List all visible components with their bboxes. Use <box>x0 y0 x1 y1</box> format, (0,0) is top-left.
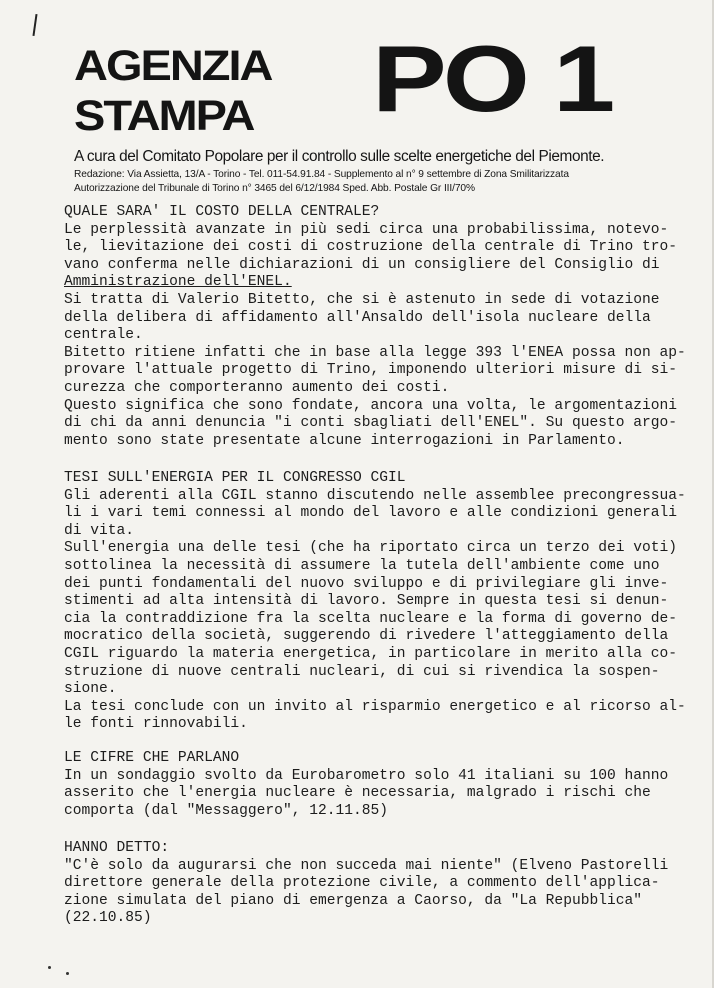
masthead-subtitle: A cura del Comitato Popolare per il controllo sulle scelte energetiche del Piemonte. <box>74 148 605 165</box>
article-line: CGIL riguardo la materia energetica, in particolare in merito alla co- <box>64 645 678 662</box>
article-line: di vita. <box>64 522 135 539</box>
article-line: mento sono state presentate alcune interrogazioni in Parlamento. <box>64 432 625 449</box>
article-quotes <box>64 840 700 928</box>
article-line: struzione di nuove centrali nucleari, di cui si rivendica la sospen- <box>64 663 660 680</box>
masthead-authorization: Autorizzazione del Tribunale di Torino n° 3465 del 6/12/1984 Sped. Abb. Postale Gr III/70% <box>74 183 475 194</box>
article-heading: QUALE SARA' IL COSTO DELLA CENTRALE? <box>64 204 380 220</box>
article-line: In un sondaggio svolto da Eurobarometro solo 41 italiani su 100 hanno <box>64 767 669 784</box>
article-heading: TESI SULL'ENERGIA PER IL CONGRESSO CGIL <box>64 470 406 486</box>
article-figures <box>64 750 700 820</box>
article-line: asserito che l'energia nucleare è necessaria, malgrado i rischi che <box>64 785 651 802</box>
article-line: stimenti ad alta intensità di lavoro. Sempre in questa tesi si denun- <box>64 593 669 610</box>
article-line: li i vari temi connessi al mondo del lavoro e alle condizioni generali <box>64 505 678 522</box>
masthead-agenzia: AGENZIA <box>74 41 272 89</box>
article-line: sione. <box>64 681 117 698</box>
corner-mark <box>32 14 37 36</box>
article-line: vano conferma nelle dichiarazioni di un consigliere del Consiglio di <box>64 256 660 273</box>
article-line: curezza che comporteranno aumento dei costi. <box>64 379 450 396</box>
article-line: di chi da anni denuncia "i conti sbagliati dell'ENEL". Su questo argo- <box>64 415 678 432</box>
ink-speck <box>48 966 51 969</box>
article-line: (22.10.85) <box>64 910 152 927</box>
article-line: della delibera di affidamento all'Ansaldo dell'isola nucleare della <box>64 309 651 326</box>
article-line: le, lievitazione dei costi di costruzione della centrale di Trino tro- <box>64 239 678 256</box>
article-cgil <box>64 470 700 734</box>
article-line: centrale. <box>64 327 143 344</box>
masthead-editorial: Redazione: Via Assietta, 13/A - Torino - Tel. 011-54.91.84 - Supplemento al n° 9 settembre di Zona Smilitarizzata <box>74 169 569 180</box>
article-line: Questo significa che sono fondate, ancora una volta, le argomentazioni <box>64 397 678 414</box>
article-line: "C'è solo da augurarsi che non succeda mai niente" (Elveno Pastorelli <box>64 857 669 874</box>
article-line: provare l'attuale progetto di Trino, imponendo ulteriori misure di si- <box>64 362 678 379</box>
masthead-po1: PO 1 <box>372 26 612 132</box>
article-line: La tesi conclude con un invito al risparmio energetico e al ricorso al- <box>64 698 686 715</box>
article-line: mocratico della società, suggerendo di rivedere l'atteggiamento della <box>64 628 669 645</box>
article-line: Sull'energia una delle tesi (che ha riportato circa un terzo dei voti) <box>64 540 678 557</box>
article-line: direttore generale della protezione civile, a commento dell'applica- <box>64 875 660 892</box>
article-line: zione simulata del piano di emergenza a Caorso, da "La Repubblica" <box>64 892 643 909</box>
article-line: comporta (dal "Messaggero", 12.11.85) <box>64 802 389 819</box>
article-line: Gli aderenti alla CGIL stanno discutendo nelle assemblee precongressua- <box>64 487 686 504</box>
article-line: cia la contraddizione fra la scelta nucleare e la forma di governo de- <box>64 610 678 627</box>
article-cost <box>64 204 700 450</box>
article-line: dei punti fondamentali del nuovo sviluppo e di privilegiare gli inve- <box>64 575 669 592</box>
article-line: sottolinea la necessità di assumere la tutela dell'ambiente come uno <box>64 557 660 574</box>
article-heading: LE CIFRE CHE PARLANO <box>64 750 240 766</box>
article-line: le fonti rinnovabili. <box>64 716 248 733</box>
masthead-stampa: STAMPA <box>74 91 254 139</box>
article-line: Si tratta di Valerio Bitetto, che si è astenuto in sede di votazione <box>64 291 660 308</box>
article-heading: HANNO DETTO: <box>64 840 170 856</box>
ink-speck <box>66 972 69 975</box>
article-line: Bitetto ritiene infatti che in base alla legge 393 l'ENEA possa non ap- <box>64 344 686 361</box>
article-line: Le perplessità avanzate in più sedi circa una probabilissima, notevo- <box>64 221 669 238</box>
article-line: Amministrazione dell'ENEL. <box>64 274 292 291</box>
